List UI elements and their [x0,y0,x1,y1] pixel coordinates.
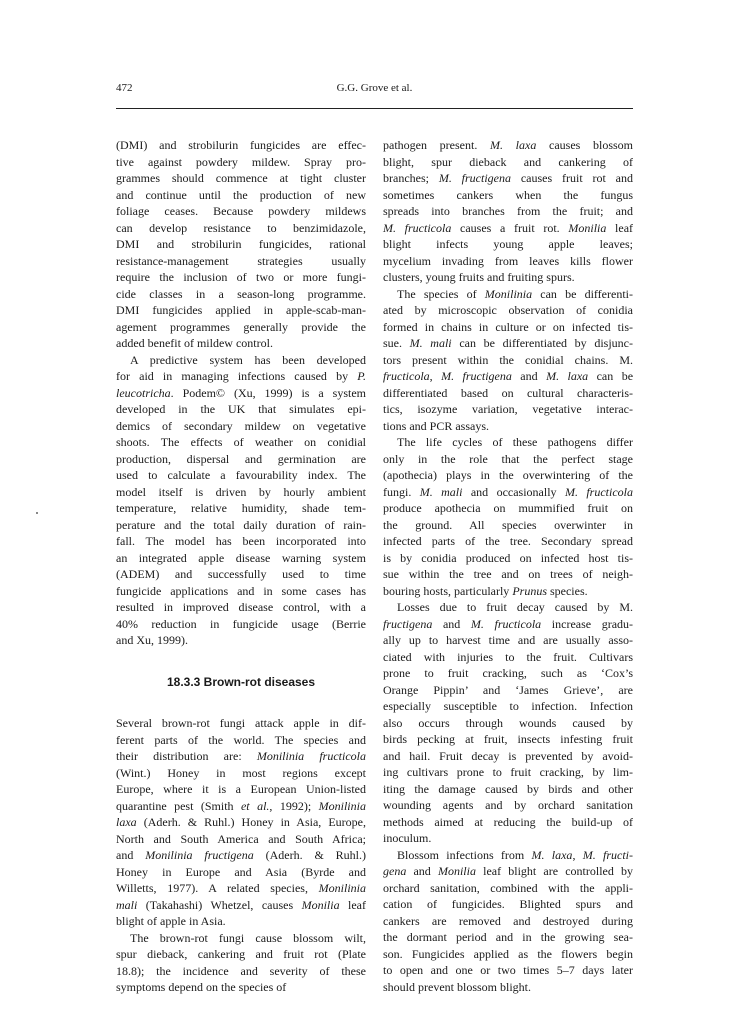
text-line: their distribution are: Monilinia fructicola [116,749,366,763]
text-line: Blossom infections from M. laxa, M. fructi- [397,847,633,862]
text-line: (DMI) and strobilurin fungicides are effec- [116,138,366,152]
text-line: Orange Pippin’ and ‘James Grieve’, are [383,682,633,697]
text-line: cation of fungicides. Blighted spurs and [383,897,633,911]
text-line: fungicide applications and in some cases has [116,583,366,598]
section-heading: 18.3.3 Brown-rot diseases [166,674,316,689]
text-line: ally up to harvest time and are usually asso- [383,633,633,647]
text-line: mali (Takahashi) Whetzel, causes Monilia leaf [116,897,367,912]
left-column [116,137,366,996]
paragraph [383,434,633,599]
running-title: G.G. Grove et al. [336,82,413,94]
text-line: fructigena and M. fructicola increase gradu- [383,616,634,631]
text-line: is by conidia produced on infected host tis- [383,550,633,565]
text-line: and Monilinia fructigena (Aderh. & Ruhl.) [116,848,367,862]
text-line: quarantine pest (Smith et al., 1992); Monilinia [116,798,366,813]
text-line: son. Fungicides applied as the flowers begin [383,946,633,961]
paragraph [116,137,366,352]
text-line: ated by microscopic observation of conidia [383,303,633,317]
text-line: iting the damage caused by birds and other [383,781,633,796]
paragraph [383,847,633,996]
text-line: North and South America and South Africa; [116,831,366,846]
paragraph [383,286,633,435]
text-line: bouring hosts, particularly Prunus species. [383,583,588,598]
text-line: spreads into branches from the fruit; and [383,204,633,218]
text-line: prone to fruit cracking, such as ‘Cox’s [383,666,633,680]
text-line: infected parts of the tree. Secondary spread [383,534,633,548]
text-line: spur dieback, cankering and fruit rot (Plate [116,947,366,961]
text-line: temperature, relative humidity, shade tem- [116,501,366,515]
text-line: tive against powdery mildew. Spray pro- [116,154,366,169]
text-line: to open and one or two times 5–7 days later [383,963,633,977]
text-line: Several brown-rot fungi attack apple in dif- [116,716,366,730]
text-line: production, dispersal and germination are [116,451,366,466]
text-line: fructicola, M. fructigena and M. laxa can be [383,369,634,383]
text-line: perature and the total daily duration of rain- [116,517,366,532]
text-line: only in the role that the perfect stage [383,451,633,466]
text-line: 40% reduction in fungicide usage (Berrie [116,616,366,631]
text-line: and Xu, 1999). [116,633,188,647]
text-line: The species of Monilinia can be differenti- [397,286,633,301]
text-line: 18.8); the incidence and severity of these [116,963,366,978]
text-line: The brown-rot fungi cause blossom wilt, [130,930,366,945]
text-line: (Wint.) Honey in most regions except [116,765,366,780]
text-line: ing cultivars prone to fruit cracking, by lim- [383,765,633,779]
text-line: foliage ceases. Because powdery mildews [116,204,366,218]
paragraph [116,930,366,996]
text-line: tors present within the conidial chains. M. [383,352,633,367]
text-line: the ground. All species overwinter in [383,517,633,532]
text-line: inoculum. [383,831,432,845]
text-line: for aid in managing infections caused by P. [116,369,366,383]
paragraph [383,137,633,286]
text-line: require the inclusion of two or more fungi- [116,270,366,284]
text-line: orchard sanitation, combined with the appli- [383,880,633,895]
paragraph [116,715,366,930]
text-line: Honey in Europe and Asia (Byrde and [116,864,366,879]
text-line: leucotricha. Podem© (Xu, 1999) is a system [116,385,366,400]
text-line: ciated with injuries to the fruit. Cultivars [383,649,633,664]
text-line: DMI and strobilurin fungicides, rational [116,237,366,251]
text-line: blight, spur dieback and cankering of [383,154,633,169]
text-line: shoots. The effects of weather on conidial [116,435,366,449]
text-line: an integrated apple disease warning system [116,550,366,565]
text-line: and continue until the production of new [116,187,366,202]
text-line: demics of secondary mildew on vegetative [116,418,366,433]
page-header [116,82,633,102]
text-line: the dormant period and in the growing sea- [383,930,633,944]
text-line: cide classes in a season-long programme. [116,286,366,301]
text-line: DMI fungicides applied in apple-scab-man- [116,303,366,317]
text-line: sometimes cankers when the fungus [383,187,633,202]
right-column [383,137,633,995]
text-line: grammes should commence at tight cluster [116,171,366,185]
text-line: M. fructicola causes a fruit rot. Monilia leaf [383,220,634,235]
text-line: developed in the UK that simulates epi- [116,402,366,416]
text-line: mycelium invading from leaves kills flower [383,253,633,268]
text-line: and hail. Fruit decay is prevented by avoid- [383,748,633,763]
text-line: tions and PCR assays. [383,418,490,433]
text-line: pathogen present. M. laxa causes blossom [383,138,634,152]
text-line: Europe, where it is a European Union-listed [116,782,366,796]
text-line: laxa (Aderh. & Ruhl.) Honey in Asia, Europe, [116,815,366,829]
text-line: differentiated based on cultural characteris- [383,385,633,400]
text-line: fungi. M. mali and occasionally M. fructicola [383,484,633,499]
text-line: clusters, young fruits and fruiting spurs. [383,270,575,284]
text-line: symptoms depend on the species of [116,980,287,994]
text-line: formed in chains in culture or on infected tis- [383,319,633,334]
text-line: branches; M. fructigena causes fruit rot and [383,171,633,185]
text-line: gena and Monilia leaf blight are controlled by [383,864,633,878]
paragraph [116,352,366,649]
text-line: wounding agents and by orchard sanitation [383,798,633,812]
text-line: sue within the tree and on trees of neigh- [383,567,633,581]
page-number: 472 [116,82,133,94]
text-line: blight of apple in Asia. [116,914,226,928]
text-line: model itself is driven by hourly ambient [116,484,366,499]
text-line: tics, isozyme variation, vegetative interac- [383,402,633,416]
text-line: should prevent blossom blight. [383,979,531,994]
scan-speck [36,512,38,514]
text-line: (ADEM) and successfully used to time [116,567,366,581]
text-line: fall. The model has been incorporated into [116,534,366,548]
text-line: produce apothecia on mummified fruit on [383,501,633,515]
text-line: birds pecking at fruit, insects infesting fruit [383,732,633,746]
header-rule [116,108,633,109]
text-line: added benefit of mildew control. [116,336,273,350]
text-line: resulted in improved disease control, with a [116,600,366,614]
text-line: methods aimed at reducing the build-up of [383,814,633,829]
paragraph [383,599,633,847]
text-line: A predictive system has been developed [130,352,366,367]
text-line: Losses due to fruit decay caused by M. [397,600,633,614]
text-line: used to calculate a favourability index. The [116,468,366,482]
text-line: Willetts, 1977). A related species, Monilinia [116,881,366,895]
text-line: especially susceptible to infection. Infection [383,699,633,713]
text-line: cankers are removed and destroyed during [383,913,633,928]
text-line: sue. M. mali can be differentiated by disjunc- [383,336,633,350]
text-line: blight infects young apple leaves; [383,237,633,251]
text-line: resistance-management strategies usually [116,253,366,268]
text-line: (apothecia) plays in the overwintering of the [383,468,633,482]
text-line: also occurs through wounds caused by [383,715,633,730]
text-line: agement programmes generally provide the [116,319,366,334]
text-line: ferent parts of the world. The species and [116,732,366,747]
text-line: can develop resistance to benzimidazole, [116,220,366,235]
text-line: The life cycles of these pathogens differ [397,435,633,449]
